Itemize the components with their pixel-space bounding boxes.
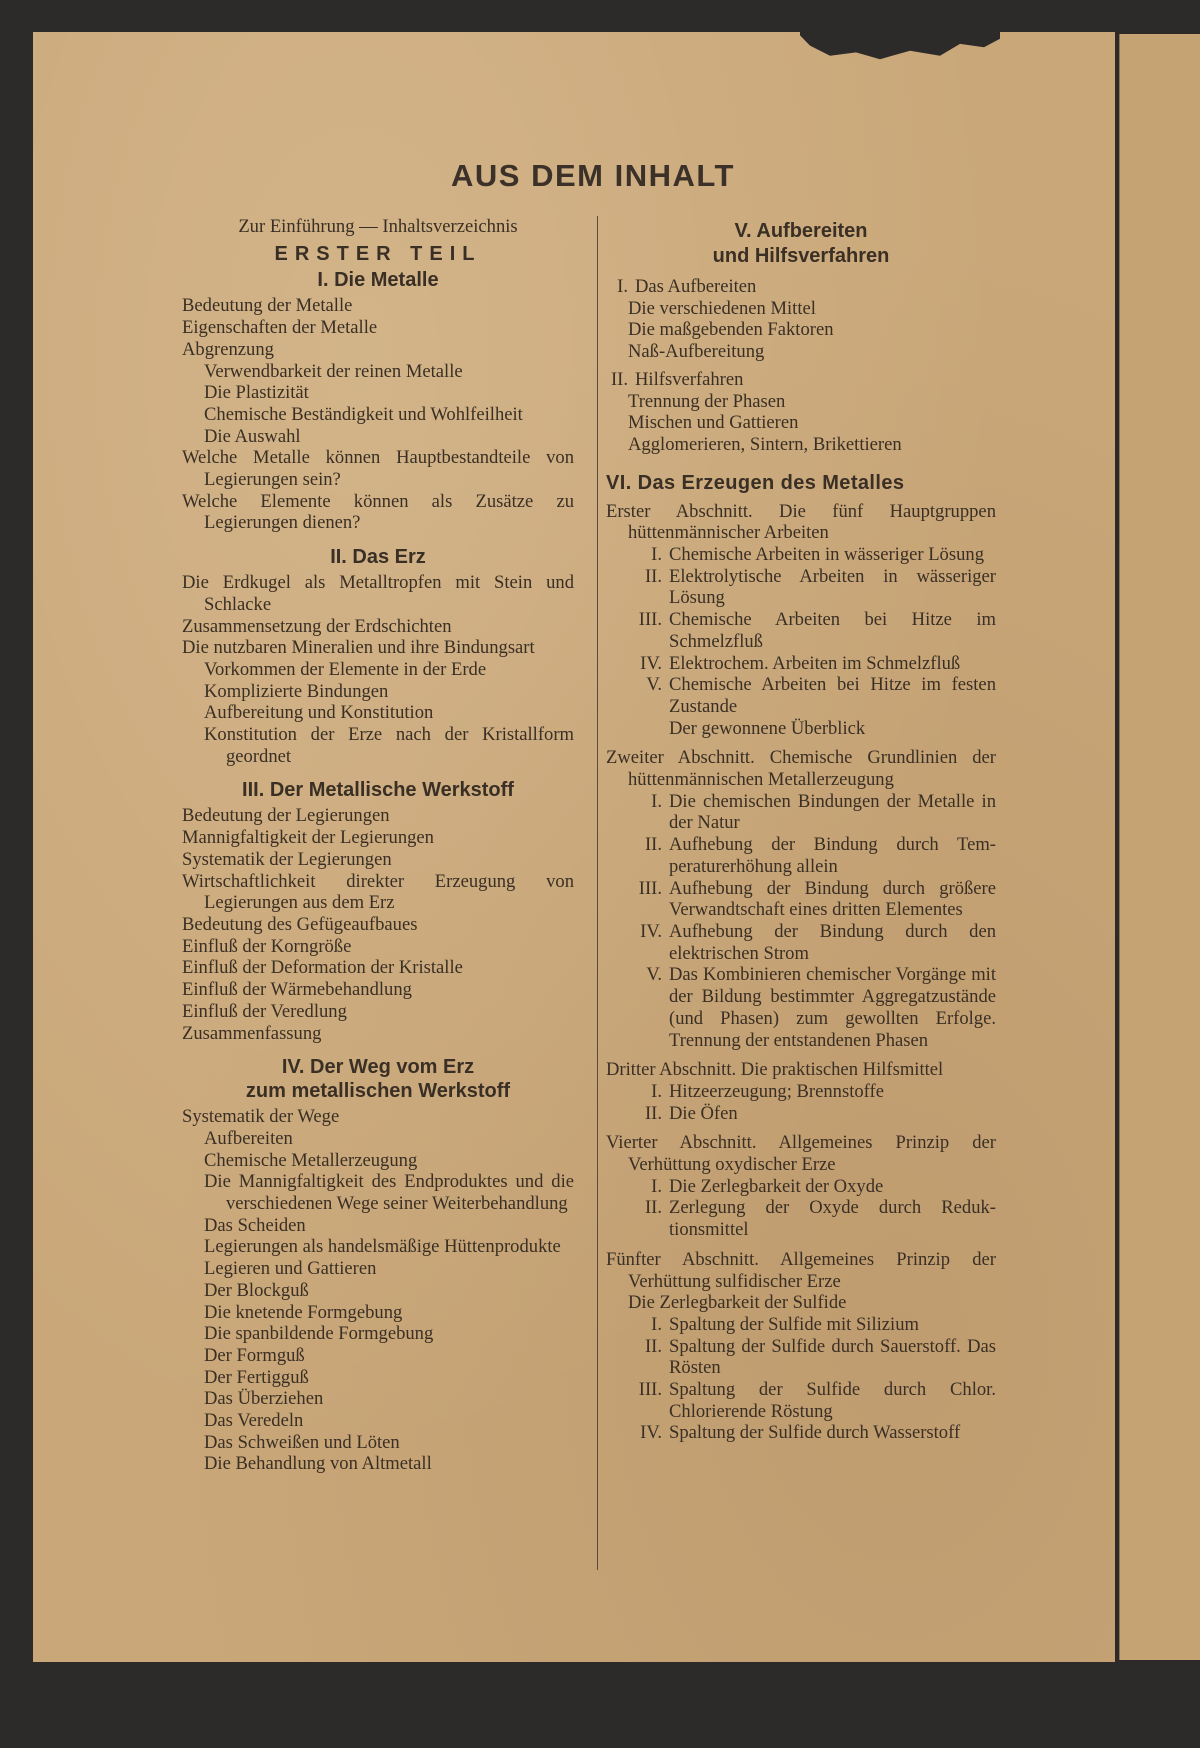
right-column (606, 216, 996, 1444)
roman-numeral: II. (644, 1197, 662, 1219)
toc-entry (606, 1176, 996, 1198)
toc-entry-text: Chemische Arbeiten bei Hitze im Schmelzfluß (669, 609, 996, 652)
toc-entry-text: Aufhebung der Bindung durch Temperaturerhöhung allein (669, 834, 996, 877)
column-divider (597, 216, 598, 1570)
toc-entry-text: Zerlegung der Oxyde durch Reduktionsmittel (669, 1197, 996, 1241)
toc-entry-text: Spaltung der Sulfide mit Silizium (669, 1313, 919, 1335)
abschnitt-title: Vierter Abschnitt. Allgemeines Prinzip der Verhüttung oxydischer Erze (606, 1132, 996, 1176)
roman-numeral: III. (638, 877, 662, 899)
toc-entry: Bedeutung des Gefügeaufbaues (182, 913, 418, 935)
toc-entry (606, 878, 996, 921)
toc-entry (606, 1103, 996, 1125)
toc-entry: Chemische Beständigkeit und Wohlfeilheit (204, 403, 523, 425)
toc-entry-text: Die chemischen Bindungen der Metalle in der Natur (669, 790, 996, 834)
toc-entry-text: Chemische Arbeiten in wässeriger Lösung (669, 544, 984, 566)
toc-entry-text: Das Aufbereiten (635, 276, 757, 297)
roman-numeral: IV. (640, 652, 662, 674)
toc-entry-text: Spaltung der Sulfide durch Sauerstoff. Das Rösten (669, 1335, 996, 1379)
toc-entry: Die Auswahl (204, 425, 301, 447)
roman-numeral: II. (610, 368, 628, 390)
section-heading: III. Der Metallische Werkstoff (242, 779, 514, 802)
roman-numeral: II. (644, 565, 662, 587)
roman-numeral: I. (617, 276, 628, 297)
abschnitt (606, 1249, 996, 1444)
toc-entry-text: Die Öfen (669, 1102, 738, 1124)
section-heading: II. Das Erz (330, 546, 426, 569)
toc-subentry: Naß-Aufbereitung (628, 341, 765, 363)
roman-numeral: IV. (640, 920, 662, 942)
toc-entry (606, 964, 996, 1051)
page-title: AUS DEM INHALT (451, 158, 735, 193)
toc-entry: Konstitution der Erze nach der Kristallform geordnet (204, 724, 574, 767)
toc-group (606, 276, 996, 363)
toc-entry (606, 1422, 996, 1444)
toc-entry (606, 1314, 996, 1336)
toc-entry: Systematik der Wege (182, 1106, 340, 1128)
toc-entry-text: Chemische Arbeiten bei Hitze im festen Zustande (669, 674, 996, 717)
left-column (182, 216, 574, 1475)
toc-entry (606, 674, 996, 717)
toc-entry (606, 1081, 996, 1103)
roman-numeral: III. (638, 609, 662, 631)
toc-entry: Chemische Metallerzeugung (204, 1149, 418, 1171)
section-heading: V. Aufbereiten (734, 220, 868, 242)
toc-subentry: Agglomerieren, Sintern, Brikettieren (628, 433, 902, 455)
toc-entry: Verwendbarkeit der reinen Metalle (204, 360, 463, 382)
toc-entry: Die Mannigfaltigkeit des Endproduktes und die verschiedenen Wege seiner Weiterbehandlung (204, 1171, 574, 1215)
toc-entry-text: Das Kombinieren chemischer Vorgänge mit der Bildung bestimmter Aggregatzustände (und Phasen) zum gewollten Erfolge. Trennung der entstandenen Phasen (669, 964, 996, 1051)
toc-entry (606, 544, 996, 566)
abschnitt (606, 747, 996, 1051)
toc-entry-text: Spaltung der Sulfide durch Chlor. Chlorierende Röstung (669, 1379, 996, 1422)
toc-entry: Der Fertigguß (204, 1366, 309, 1388)
toc-entry: Einfluß der Wärmebehandlung (182, 979, 412, 1001)
section-heading: I. Die Metalle (317, 269, 439, 292)
abschnitt (606, 1059, 996, 1124)
toc-entry: Bedeutung der Legierungen (182, 805, 390, 827)
toc-entry-text: Hilfsverfahren (635, 368, 744, 390)
section-6-abschnitte (606, 501, 996, 1445)
toc-entry: Einfluß der Deformation der Kristalle (182, 957, 463, 979)
toc-subentry: Trennung der Phasen (628, 390, 786, 412)
toc-entry: Welche Elemente können als Zusätze zu Legierungen dienen? (182, 490, 574, 534)
abschnitt-title: Dritter Abschnitt. Die praktischen Hilfsmittel (606, 1059, 944, 1081)
toc-entry (606, 1336, 996, 1379)
section-heading: VI. Das Erzeugen des Metalles (606, 471, 905, 494)
toc-entry: Aufbereiten (204, 1127, 293, 1149)
abschnitt (606, 501, 996, 740)
toc-entry (606, 921, 996, 964)
roman-numeral: I. (651, 1313, 662, 1335)
toc-entry-text: Die Zerlegbarkeit der Oxyde (669, 1175, 884, 1197)
toc-entry: Die knetende Formgebung (204, 1301, 403, 1323)
roman-numeral: II. (644, 834, 662, 856)
adjacent-page-edge (1119, 34, 1200, 1660)
toc-entry: Welche Metalle können Hauptbestandteile von Legierungen sein? (182, 447, 574, 491)
toc-entry: Einfluß der Veredlung (182, 1000, 347, 1022)
toc-entry: Bedeutung der Metalle (182, 295, 353, 317)
toc-entry: Das Schweißen und Löten (204, 1431, 400, 1453)
toc-entry: Der Formguß (204, 1344, 305, 1366)
roman-numeral: I. (651, 1080, 662, 1102)
roman-numeral: IV. (640, 1422, 662, 1444)
part-heading: ERSTER TEIL (274, 242, 482, 265)
toc-entry: Legierungen als handelsmäßige Hüttenprodukte (204, 1236, 561, 1258)
roman-numeral: III. (638, 1379, 662, 1401)
toc-entry: Der Blockguß (204, 1279, 309, 1301)
toc-subentry: Die maßgebenden Faktoren (628, 319, 834, 341)
toc-entry: Das Überziehen (204, 1388, 324, 1410)
roman-numeral: I. (651, 790, 662, 812)
toc-entry: Einfluß der Korngröße (182, 935, 352, 957)
toc-entry: Zusammensetzung der Erdschichten (182, 615, 452, 637)
toc-entry-text: Elektrochem. Arbeiten im Schmelzfluß (669, 652, 961, 674)
toc-entry (606, 609, 996, 652)
intro-line: Zur Einführung — Inhaltsverzeichnis (238, 216, 518, 237)
toc-entry: Legieren und Gattieren (204, 1258, 377, 1280)
toc-entry (606, 369, 996, 391)
toc-entry (606, 1379, 996, 1422)
toc-entry: Vorkommen der Elemente in der Erde (204, 658, 487, 680)
toc-entry: Die Behandlung von Altmetall (204, 1453, 432, 1475)
toc-entry (606, 791, 996, 834)
roman-numeral: II. (644, 1335, 662, 1357)
left-sections (182, 267, 574, 1475)
section-heading-line2: und Hilfsverfahren (712, 245, 890, 267)
toc-entry: Das Veredeln (204, 1410, 304, 1432)
roman-numeral: V. (646, 964, 662, 986)
section-heading: IV. Der Weg vom Erz (281, 1056, 475, 1079)
toc-entry-text: Aufhebung der Bindung durch größere Verwandtschaft eines dritten Elementes (669, 877, 996, 921)
toc-entry: Das Scheiden (204, 1214, 306, 1236)
section-5-groups (606, 276, 996, 456)
toc-entry: Die spanbildende Formgebung (204, 1323, 434, 1345)
toc-entry: Eigenschaften der Metalle (182, 317, 378, 339)
toc-entry-text: Hitzeerzeugung; Brennstoffe (669, 1080, 884, 1102)
abschnitt-title: Erster Abschnitt. Die fünf Hauptgruppen hüttenmännischer Arbeiten (606, 500, 996, 544)
toc-subentry: Die Zerlegbarkeit der Sulfide (628, 1292, 847, 1314)
toc-entry: Die Erdkugel als Metalltropfen mit Stein und Schlacke (182, 572, 574, 615)
toc-entry: Abgrenzung (182, 338, 274, 360)
abschnitt (606, 1132, 996, 1241)
roman-numeral: I. (651, 544, 662, 566)
toc-subentry: Der gewonnene Überblick (669, 717, 866, 739)
section-heading-line2: zum metallischen Werkstoff (245, 1080, 511, 1103)
toc-entry: Komplizierte Bindungen (204, 680, 389, 702)
toc-entry: Systematik der Legierungen (182, 848, 392, 870)
toc-entry: Die nutzbaren Mineralien und ihre Bindungsart (182, 637, 535, 659)
toc-entry-text: Aufhebung der Bindung durch den elektrischen Strom (669, 920, 996, 964)
toc-entry: Wirtschaftlichkeit direkter Erzeugung von Legierungen aus dem Erz (182, 870, 574, 914)
toc-entry (606, 1197, 996, 1240)
toc-entry: Mannigfaltigkeit der Legierungen (182, 827, 434, 849)
toc-entry-text: Elektrolytische Arbeiten in wässeriger Lösung (669, 565, 996, 609)
toc-entry-text: Spaltung der Sulfide durch Wasserstoff (669, 1422, 961, 1444)
roman-numeral: V. (646, 674, 662, 696)
toc-entry: Die Plastizität (204, 382, 309, 404)
toc-entry (606, 834, 996, 877)
toc-entry: Zusammenfassung (182, 1022, 322, 1044)
roman-numeral: II. (644, 1102, 662, 1124)
abschnitt-title: Fünfter Abschnitt. Allgemeines Prinzip der Verhüttung sulfidischer Erze (606, 1248, 996, 1292)
toc-entry (606, 653, 996, 675)
toc-subentry: Mischen und Gattieren (628, 412, 799, 434)
toc-entry (606, 276, 996, 298)
toc-group (606, 369, 996, 456)
toc-subentry: Die verschiedenen Mittel (628, 297, 816, 319)
roman-numeral: I. (651, 1175, 662, 1197)
toc-entry: Aufbereitung und Konstitution (204, 702, 434, 724)
abschnitt-title: Zweiter Abschnitt. Chemische Grundlinien der hüttenmännischen Metallerzeugung (606, 747, 996, 791)
toc-entry (606, 566, 996, 609)
